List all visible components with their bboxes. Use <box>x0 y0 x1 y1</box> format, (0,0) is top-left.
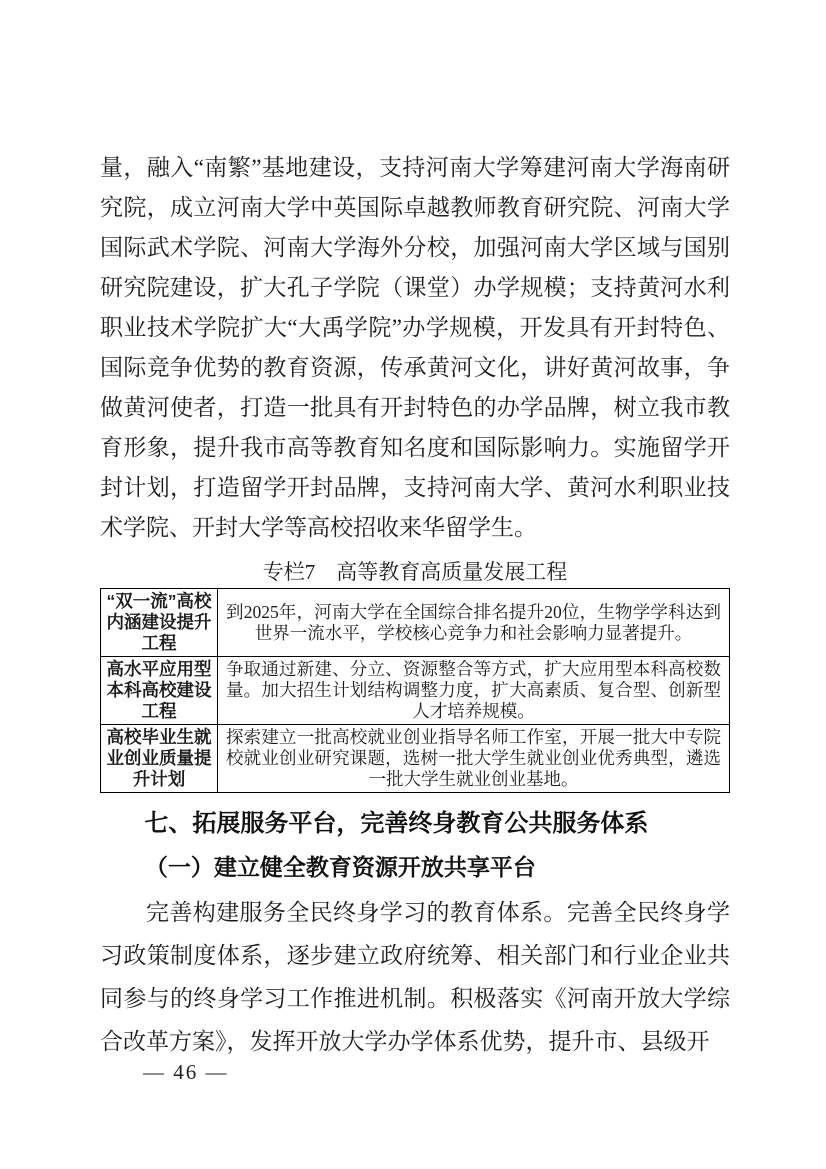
project-name-cell: 高水平应用型本科高校建设工程 <box>101 657 218 725</box>
section-heading: 七、拓展服务平台，完善终身教育公共服务体系 <box>144 810 649 837</box>
table-row <box>101 589 730 657</box>
body-paragraph-1: 量，融入“南繁”基地建设，支持河南大学筹建河南大学海南研究院，成立河南大学中英国际卓越教师教育研究院、河南大学国际武术学院、河南大学海外分校，加强河南大学区域与国别研究院建设，扩大孔子学院（课堂）办学规模；支持黄河水利职业技术学院扩大“大禹学院”办学规模，开发具有开封特色、国际竞争优势的教育资源，传承黄河文化，讲好黄河故事，争做黄河使者，打造一批具有开封特色的办学品牌，树立我市教育形象，提升我市高等教育知名度和国际影响力。实施留学开封计划，打造留学开封品牌，支持河南大学、黄河水利职业技术学院、开封大学等高校招收来华留学生。 <box>100 155 730 540</box>
project-name-cell: 高校毕业生就业创业质量提升计划 <box>101 725 218 793</box>
project-description-cell: 到2025年，河南大学在全国综合排名提升20位，生物学学科达到世界一流水平，学校核心竞争力和社会影响力显著提升。 <box>218 589 730 657</box>
sub-heading: （一）建立健全教育资源开放共享平台 <box>144 855 536 880</box>
body-paragraph-2: 完善构建服务全民终身学习的教育体系。完善全民终身学习政策制度体系，逐步建立政府统筹、相关部门和行业企业共同参与的终身学习工作推进机制。积极落实《河南开放大学综合改革方案》，发挥开放大学办学体系优势，提升市、县级开 <box>100 900 730 1054</box>
page-content <box>100 148 730 1063</box>
project-description-cell: 探索建立一批高校就业创业指导名师工作室，开展一批大中专院校就业创业研究课题，选树一批大学生就业创业优秀典型，遴选一批大学生就业创业基地。 <box>218 725 730 793</box>
page-number: — 46 — <box>143 1060 229 1084</box>
column7-projects-table <box>100 588 730 793</box>
table-row <box>101 725 730 793</box>
table-caption: 专栏7 高等教育高质量发展工程 <box>262 560 568 584</box>
project-description-cell: 争取通过新建、分立、资源整合等方式，扩大应用型本科高校数量。加大招生计划结构调整力度，扩大高素质、复合型、创新型人才培养规模。 <box>218 657 730 725</box>
table-row <box>101 657 730 725</box>
project-name-cell: “双一流”高校内涵建设提升工程 <box>101 589 218 657</box>
